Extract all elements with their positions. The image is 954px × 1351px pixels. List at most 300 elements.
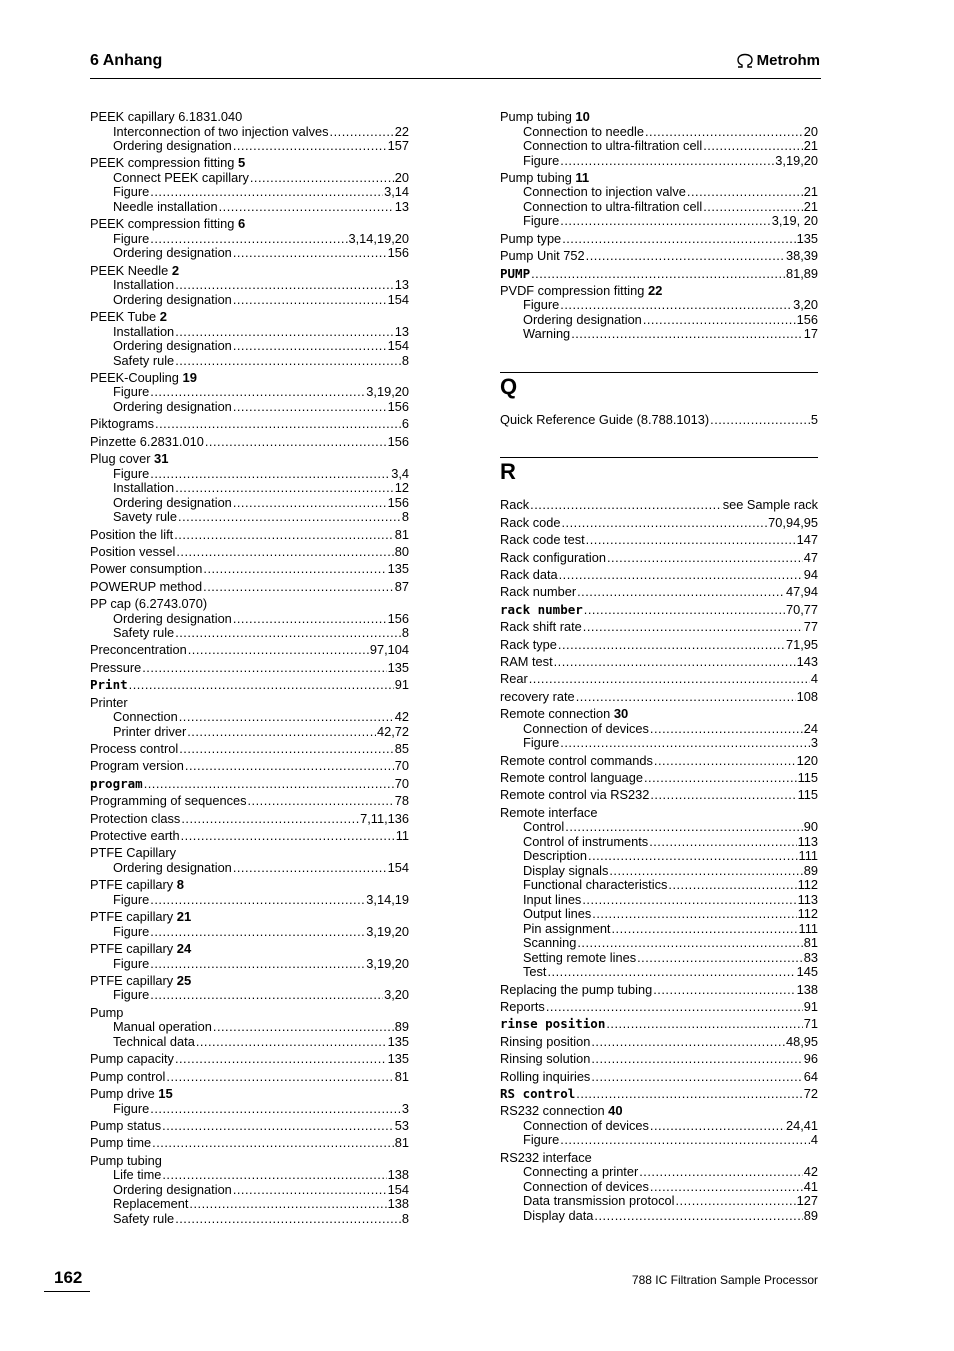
index-subentry bbox=[90, 612, 409, 627]
page-numbers: 8 bbox=[401, 352, 409, 368]
entry-heading bbox=[113, 232, 149, 247]
page-numbers: 97,104 bbox=[369, 642, 409, 658]
dot-leader bbox=[248, 794, 394, 809]
entry-label: PP cap (6.2743.070) bbox=[90, 596, 208, 612]
dot-leader bbox=[150, 1102, 401, 1117]
index-entry bbox=[500, 620, 818, 635]
entry-label: Connection of devices bbox=[523, 720, 649, 736]
index-entry bbox=[90, 974, 409, 1003]
entry-label: Rack number bbox=[500, 584, 577, 600]
entry-label: Pump tubing bbox=[500, 109, 572, 124]
page-numbers: 3,14,19 bbox=[366, 891, 409, 907]
index-subentry bbox=[90, 1035, 409, 1050]
dot-leader bbox=[645, 125, 803, 140]
index-subentry bbox=[90, 1197, 409, 1212]
page-numbers: see Sample rack bbox=[722, 497, 818, 513]
dot-leader bbox=[653, 983, 795, 998]
page-numbers: 8 bbox=[401, 625, 409, 641]
page-numbers: 21 bbox=[803, 198, 818, 214]
index-subentry bbox=[90, 278, 409, 293]
entry-heading bbox=[500, 620, 582, 635]
index-entry bbox=[500, 533, 818, 548]
index-entry-line bbox=[500, 568, 818, 583]
figure-reference: 21 bbox=[176, 909, 192, 925]
index-subentry bbox=[500, 936, 818, 951]
index-entry-line bbox=[90, 696, 409, 711]
entry-heading bbox=[500, 498, 529, 513]
index-entry bbox=[90, 794, 409, 809]
entry-label: Ordering designation bbox=[113, 494, 232, 510]
dot-leader bbox=[588, 849, 798, 864]
entry-heading bbox=[113, 1102, 149, 1117]
index-entry-line bbox=[500, 603, 818, 618]
entry-heading bbox=[90, 1052, 174, 1067]
page-numbers: 3,19,20 bbox=[366, 923, 409, 939]
figure-reference: 8 bbox=[176, 877, 184, 893]
entry-heading bbox=[500, 754, 653, 769]
entry-heading bbox=[523, 893, 581, 908]
entry-heading bbox=[113, 1168, 161, 1183]
entry-heading bbox=[523, 1165, 638, 1180]
entry-label: PEEK Tube bbox=[90, 309, 157, 325]
dot-leader bbox=[175, 1052, 387, 1067]
entry-label: Pump Unit 752 bbox=[500, 248, 585, 264]
page-numbers: 96 bbox=[803, 1051, 818, 1067]
entry-heading bbox=[500, 568, 558, 583]
page-numbers: 94 bbox=[803, 567, 818, 583]
entry-label: Ordering designation bbox=[113, 859, 232, 875]
entry-label: Ordering designation bbox=[523, 311, 642, 327]
entry-heading bbox=[90, 1006, 123, 1021]
entry-label: Technical data bbox=[113, 1033, 195, 1049]
index-entry bbox=[500, 1035, 818, 1050]
dot-leader bbox=[166, 1070, 393, 1085]
entry-heading bbox=[90, 661, 141, 676]
page-numbers: 154 bbox=[387, 859, 409, 875]
dot-leader bbox=[219, 200, 394, 215]
dot-leader bbox=[612, 922, 798, 937]
page-numbers: 135 bbox=[387, 1051, 409, 1067]
index-entry-line bbox=[90, 580, 409, 595]
entry-heading bbox=[90, 310, 167, 325]
page-numbers: 91 bbox=[803, 998, 818, 1014]
entry-heading bbox=[113, 1020, 212, 1035]
index-entry bbox=[500, 983, 818, 998]
index-entry-line bbox=[500, 1000, 818, 1015]
entry-heading bbox=[90, 678, 128, 693]
entry-heading bbox=[90, 435, 204, 450]
entry-label: Position the lift bbox=[90, 526, 174, 542]
entry-heading bbox=[523, 849, 587, 864]
page-numbers: 13 bbox=[394, 323, 409, 339]
entry-heading bbox=[113, 325, 174, 340]
entry-label: Figure bbox=[113, 923, 150, 939]
page-numbers: 20 bbox=[394, 169, 409, 185]
index-entry bbox=[500, 788, 818, 803]
figure-reference: 2 bbox=[171, 262, 180, 278]
page-numbers: 111 bbox=[798, 920, 818, 936]
index-entry-line bbox=[500, 1035, 818, 1050]
dot-leader bbox=[649, 835, 796, 850]
figure-reference: 40 bbox=[608, 1103, 623, 1119]
dot-leader bbox=[162, 1119, 394, 1134]
entry-heading bbox=[113, 1197, 188, 1212]
index-subentry bbox=[90, 861, 409, 876]
figure-reference: 11 bbox=[575, 169, 590, 185]
page-numbers: 3,4 bbox=[391, 465, 409, 481]
page-numbers: 3,19,20 bbox=[775, 152, 818, 168]
entry-heading bbox=[500, 1104, 623, 1119]
index-entry bbox=[90, 156, 409, 214]
dot-leader bbox=[175, 278, 394, 293]
dot-leader bbox=[181, 812, 359, 827]
index-entry-line bbox=[500, 672, 818, 687]
entry-heading bbox=[523, 1194, 675, 1209]
metrohm-logo bbox=[735, 52, 820, 69]
index-entry bbox=[90, 1154, 409, 1227]
page-numbers: 147 bbox=[796, 532, 818, 548]
entry-heading bbox=[500, 771, 643, 786]
entry-heading bbox=[90, 371, 197, 386]
entry-label: Pump type bbox=[500, 230, 562, 246]
index-entry-line bbox=[90, 942, 409, 957]
entry-label: Life time bbox=[113, 1167, 162, 1183]
page-numbers: 13 bbox=[394, 198, 409, 214]
entry-label: Figure bbox=[113, 465, 150, 481]
page-numbers: 70,77 bbox=[785, 601, 818, 617]
entry-label: Control of instruments bbox=[523, 833, 649, 849]
entry-heading bbox=[113, 626, 174, 641]
dot-leader bbox=[668, 878, 796, 893]
entry-heading bbox=[523, 907, 591, 922]
page-numbers: 64 bbox=[803, 1068, 818, 1084]
entry-label: PVDF compression fitting bbox=[500, 282, 645, 298]
entry-heading bbox=[113, 893, 149, 908]
entry-label: PEEK capillary 6.1831.040 bbox=[90, 109, 243, 124]
entry-heading bbox=[500, 516, 560, 531]
index-entry bbox=[90, 597, 409, 641]
entry-label: Remote control via RS232 bbox=[500, 787, 650, 803]
page-numbers: 53 bbox=[394, 1117, 409, 1133]
dot-leader bbox=[175, 1212, 401, 1227]
footer-doc-title: 788 IC Filtration Sample Processor bbox=[631, 1273, 818, 1287]
entry-label: Figure bbox=[113, 1100, 150, 1116]
dot-leader bbox=[650, 788, 796, 803]
dot-leader bbox=[233, 496, 387, 511]
entry-label: Remote interface bbox=[500, 804, 598, 820]
index-subentry bbox=[90, 232, 409, 247]
page-numbers: 112 bbox=[797, 906, 818, 922]
index-entry-line bbox=[90, 528, 409, 543]
index-entry-line bbox=[90, 217, 409, 232]
index-subentry bbox=[500, 139, 818, 154]
index-subentry bbox=[90, 710, 409, 725]
entry-heading bbox=[500, 284, 662, 299]
index-p-continued bbox=[500, 110, 818, 342]
entry-label: Connection of devices bbox=[523, 1178, 649, 1194]
entry-heading bbox=[500, 1151, 592, 1166]
entry-heading bbox=[523, 313, 642, 328]
dot-leader bbox=[577, 936, 802, 951]
index-entry-line bbox=[500, 690, 818, 705]
index-entry-line bbox=[90, 452, 409, 467]
index-column-right bbox=[500, 110, 818, 1226]
index-entry-line bbox=[90, 777, 409, 792]
dot-leader bbox=[650, 1180, 803, 1195]
page-numbers: 11 bbox=[395, 827, 409, 843]
entry-label: Installation bbox=[113, 480, 175, 496]
index-entry bbox=[500, 806, 818, 980]
entry-label: Rack code bbox=[500, 514, 561, 530]
index-subentry bbox=[90, 171, 409, 186]
page-numbers: 71,95 bbox=[785, 636, 818, 652]
index-entry bbox=[90, 110, 409, 154]
entry-label: Connection to ultra-filtration cell bbox=[523, 138, 703, 153]
entry-heading bbox=[113, 354, 174, 369]
index-entry bbox=[90, 759, 409, 774]
index-entry bbox=[90, 264, 409, 308]
page-numbers: 6 bbox=[401, 416, 409, 432]
index-entry bbox=[500, 754, 818, 769]
entry-heading bbox=[500, 603, 583, 618]
dot-leader bbox=[150, 988, 383, 1003]
index-entry-line bbox=[500, 267, 818, 282]
entry-heading bbox=[523, 722, 649, 737]
section-letter-r: R bbox=[500, 459, 516, 485]
index-subentry bbox=[500, 820, 818, 835]
entry-label: Ordering designation bbox=[113, 610, 232, 626]
entry-heading bbox=[523, 214, 559, 229]
header-rule bbox=[90, 78, 821, 79]
dot-leader bbox=[565, 820, 803, 835]
entry-label: Figure bbox=[113, 230, 150, 246]
page-numbers: 3,19,20 bbox=[366, 955, 409, 971]
index-entry bbox=[90, 829, 409, 844]
entry-label: Pinzette 6.2831.010 bbox=[90, 433, 204, 449]
section-q bbox=[500, 372, 818, 399]
index-entry-line bbox=[90, 1154, 409, 1169]
dot-leader bbox=[233, 1183, 387, 1198]
page-numbers: 87 bbox=[394, 578, 409, 594]
dot-leader bbox=[213, 1020, 394, 1035]
dot-leader bbox=[205, 435, 387, 450]
page-numbers: 113 bbox=[797, 833, 818, 849]
entry-label: Protection class bbox=[90, 810, 181, 826]
index-subentry bbox=[90, 125, 409, 140]
entry-heading bbox=[113, 171, 249, 186]
index-subentry bbox=[500, 951, 818, 966]
page-numbers: 21 bbox=[803, 184, 818, 200]
index-subentry bbox=[500, 214, 818, 229]
entry-label: Figure bbox=[113, 891, 150, 907]
index-entry bbox=[90, 878, 409, 907]
entry-heading bbox=[113, 200, 218, 215]
entry-heading bbox=[500, 1070, 590, 1085]
entry-label: Rinsing solution bbox=[500, 1051, 591, 1067]
index-entry-line bbox=[90, 562, 409, 577]
entry-heading bbox=[90, 264, 179, 279]
entry-label: Rear bbox=[500, 671, 528, 687]
dot-leader bbox=[562, 232, 795, 247]
page-numbers: 135 bbox=[387, 561, 409, 577]
entry-label: Figure bbox=[523, 213, 560, 229]
entry-heading bbox=[113, 1212, 174, 1227]
entry-label: Rack shift rate bbox=[500, 619, 582, 635]
index-entry-line bbox=[90, 371, 409, 386]
index-r-entries bbox=[500, 498, 818, 1223]
entry-heading bbox=[523, 200, 702, 215]
page-numbers: 71 bbox=[803, 1016, 818, 1032]
index-entry-line bbox=[500, 516, 818, 531]
index-subentry bbox=[90, 1168, 409, 1183]
index-entry bbox=[500, 1151, 818, 1224]
entry-heading bbox=[500, 533, 585, 548]
index-entry-line bbox=[90, 1136, 409, 1151]
index-subentry bbox=[500, 965, 818, 980]
entry-heading bbox=[523, 878, 667, 893]
entry-heading bbox=[113, 1035, 195, 1050]
page-numbers: 90 bbox=[803, 819, 818, 835]
index-entry-line bbox=[90, 742, 409, 757]
entry-heading bbox=[500, 1017, 605, 1032]
dot-leader bbox=[196, 1035, 387, 1050]
entry-heading bbox=[500, 983, 652, 998]
dot-leader bbox=[203, 562, 386, 577]
index-subentry bbox=[90, 293, 409, 308]
index-entry-line bbox=[500, 110, 818, 125]
dot-leader bbox=[591, 1052, 802, 1067]
dot-leader bbox=[560, 298, 792, 313]
index-entry bbox=[90, 545, 409, 560]
dot-leader bbox=[576, 1087, 803, 1102]
entry-label: Setting remote lines bbox=[523, 949, 637, 965]
index-subentry bbox=[500, 1180, 818, 1195]
entry-label: Power consumption bbox=[90, 561, 203, 577]
entry-heading bbox=[113, 467, 149, 482]
dot-leader bbox=[233, 246, 387, 261]
index-subentry bbox=[90, 200, 409, 215]
entry-heading bbox=[523, 922, 611, 937]
entry-label: Rack bbox=[500, 497, 530, 513]
dot-leader bbox=[142, 661, 386, 676]
page-numbers: 135 bbox=[387, 1033, 409, 1049]
entry-label: Figure bbox=[113, 184, 150, 200]
page-numbers: 154 bbox=[387, 1181, 409, 1197]
page-numbers: 70 bbox=[394, 758, 409, 774]
dot-leader bbox=[233, 612, 387, 627]
page-numbers: 113 bbox=[797, 891, 818, 907]
entry-label: Needle installation bbox=[113, 198, 218, 214]
entry-label: Scanning bbox=[523, 935, 577, 951]
page-numbers: 48,95 bbox=[785, 1033, 818, 1049]
entry-label: Process control bbox=[90, 741, 179, 757]
page-numbers: 127 bbox=[796, 1193, 818, 1209]
entry-heading bbox=[90, 528, 173, 543]
entry-heading bbox=[113, 125, 329, 140]
dot-leader bbox=[584, 603, 785, 618]
entry-label: Figure bbox=[113, 955, 150, 971]
index-entry-line bbox=[500, 620, 818, 635]
index-entry-line bbox=[90, 974, 409, 989]
index-entry bbox=[500, 232, 818, 247]
dot-leader bbox=[330, 125, 394, 140]
entry-heading bbox=[113, 293, 232, 308]
index-subentry bbox=[500, 849, 818, 864]
entry-heading bbox=[500, 1035, 590, 1050]
entry-heading bbox=[523, 327, 570, 342]
entry-heading bbox=[523, 125, 644, 140]
entry-heading bbox=[113, 278, 174, 293]
entry-heading bbox=[523, 154, 559, 169]
index-entry-line bbox=[90, 1052, 409, 1067]
index-entry-line bbox=[90, 643, 409, 658]
entry-heading bbox=[90, 1119, 161, 1134]
entry-heading bbox=[90, 580, 202, 595]
section-r bbox=[500, 457, 818, 484]
page-numbers: 108 bbox=[796, 688, 818, 704]
index-subentry bbox=[90, 139, 409, 154]
entry-label: Protective earth bbox=[90, 827, 180, 843]
index-entry bbox=[90, 910, 409, 939]
dot-leader bbox=[176, 545, 393, 560]
index-entry-line bbox=[90, 878, 409, 893]
page-numbers: 42 bbox=[394, 709, 409, 725]
index-entry bbox=[90, 678, 409, 693]
entry-label: Pump status bbox=[90, 1117, 162, 1133]
figure-reference: 25 bbox=[176, 972, 192, 988]
entry-heading bbox=[500, 672, 528, 687]
index-entry-line bbox=[90, 812, 409, 827]
entry-heading bbox=[90, 878, 184, 893]
entry-heading bbox=[113, 400, 232, 415]
dot-leader bbox=[178, 510, 401, 525]
dot-leader bbox=[233, 861, 387, 876]
entry-label: Ordering designation bbox=[113, 291, 232, 307]
index-entry bbox=[90, 942, 409, 971]
entry-label: Pin assignment bbox=[523, 920, 611, 936]
entry-heading bbox=[90, 794, 247, 809]
index-entry-line bbox=[500, 551, 818, 566]
index-entry bbox=[90, 777, 409, 792]
page-numbers: 78 bbox=[394, 793, 409, 809]
index-subentry bbox=[90, 246, 409, 261]
chapter-heading: 6 Anhang bbox=[90, 52, 163, 69]
page-numbers: 38,39 bbox=[785, 248, 818, 264]
index-entry bbox=[500, 638, 818, 653]
entry-heading bbox=[523, 1209, 593, 1224]
index-subentry bbox=[90, 354, 409, 369]
dot-leader bbox=[175, 481, 394, 496]
index-subentry bbox=[90, 626, 409, 641]
entry-heading bbox=[523, 185, 686, 200]
index-entry-line bbox=[90, 759, 409, 774]
index-entry bbox=[90, 661, 409, 676]
index-entry bbox=[500, 771, 818, 786]
entry-label: Figure bbox=[523, 735, 560, 751]
entry-label: Safety rule bbox=[113, 625, 175, 641]
entry-heading bbox=[113, 1183, 232, 1198]
page-numbers: 135 bbox=[796, 230, 818, 246]
index-entry-line bbox=[90, 846, 409, 861]
page-numbers: 157 bbox=[387, 138, 409, 153]
entry-heading bbox=[500, 171, 589, 186]
index-entry bbox=[90, 528, 409, 543]
index-entry-line bbox=[500, 171, 818, 186]
index-entry bbox=[90, 580, 409, 595]
index-entry-line bbox=[90, 910, 409, 925]
dot-leader bbox=[233, 400, 387, 415]
entry-label: Programming of sequences bbox=[90, 793, 247, 809]
